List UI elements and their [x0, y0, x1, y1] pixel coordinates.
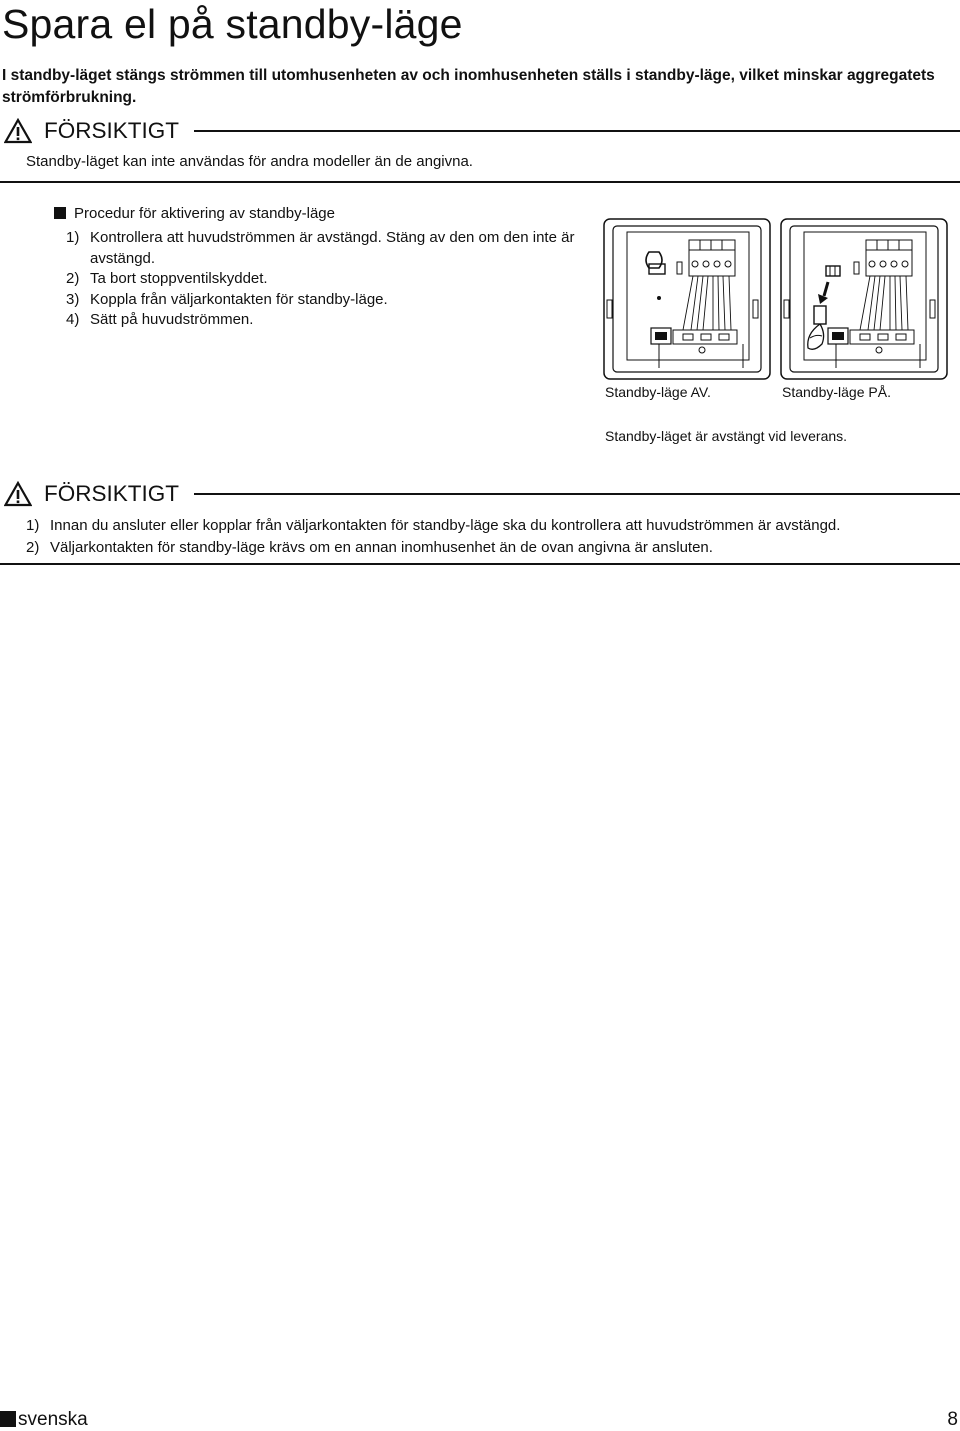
- item-number: 2): [26, 539, 40, 556]
- caution-rule: [194, 493, 960, 495]
- step-number: 4): [66, 311, 80, 328]
- square-bullet-icon: [0, 1411, 16, 1427]
- figure-caption-on: Standby-läge PÅ.: [782, 384, 891, 400]
- footer-language: [0, 1409, 88, 1431]
- intro-paragraph: I standby-läget stängs strömmen till utomhusenheten av och inomhusenheten ställs i standby-läge, vilket minskar aggregatets strömförbrukning.: [2, 67, 935, 106]
- procedure-heading: [54, 204, 335, 224]
- step-text: Ta bort stoppventilskyddet.: [90, 270, 268, 287]
- procedure-step: [66, 310, 586, 331]
- procedure-step: [66, 290, 586, 311]
- caution-item: [26, 537, 946, 559]
- footer-language-text: svenska: [18, 1409, 88, 1430]
- square-bullet-icon: [54, 207, 66, 219]
- page-number: 8: [947, 1409, 958, 1430]
- step-number: 3): [66, 290, 80, 308]
- caution-title: FÖRSIKTIGT: [44, 481, 179, 506]
- caution-title: FÖRSIKTIGT: [44, 118, 179, 143]
- item-number: 1): [26, 517, 40, 534]
- warning-icon: [4, 481, 32, 507]
- figure-standby-off: [603, 218, 771, 380]
- section-divider: [0, 181, 960, 183]
- figure-caption-off: Standby-läge AV.: [605, 384, 711, 400]
- figure-note: Standby-läget är avstängt vid leverans.: [605, 428, 848, 444]
- caution-text: Standby-läget kan inte användas för andra modeller än de angivna.: [26, 153, 473, 170]
- caution-item: [26, 515, 946, 537]
- terminal-box-illustration-on: [780, 218, 948, 380]
- step-text: Kontrollera att huvudströmmen är avstängd. Stäng av den om den inte är avstängd.: [90, 229, 575, 267]
- procedure-step: [66, 228, 578, 269]
- step-number: 1): [66, 229, 80, 246]
- section-divider: [0, 563, 960, 565]
- item-text: Innan du ansluter eller kopplar från väljarkontakten för standby-läge ska du kontrollera att huvudströmmen är avstängd.: [50, 517, 841, 534]
- step-text: Sätt på huvudströmmen.: [90, 311, 254, 328]
- procedure-step: [66, 269, 586, 290]
- caution-header-1: [4, 118, 960, 144]
- item-text: Väljarkontakten för standby-läge krävs om en annan inomhusenhet än de ovan angivna är ansluten.: [50, 539, 713, 556]
- caution-list: [26, 515, 946, 559]
- caution-header-2: [4, 481, 960, 507]
- caution-rule: [194, 130, 960, 132]
- terminal-box-illustration-off: [603, 218, 771, 380]
- procedure-steps: [66, 228, 586, 331]
- page-title: Spara el på standby-läge: [2, 1, 463, 47]
- warning-icon: [4, 118, 32, 144]
- step-text: Koppla från väljarkontakten för standby-läge.: [90, 290, 388, 308]
- procedure-heading-text: Procedur för aktivering av standby-läge: [74, 205, 335, 222]
- figure-standby-on: [780, 218, 948, 380]
- step-number: 2): [66, 270, 80, 287]
